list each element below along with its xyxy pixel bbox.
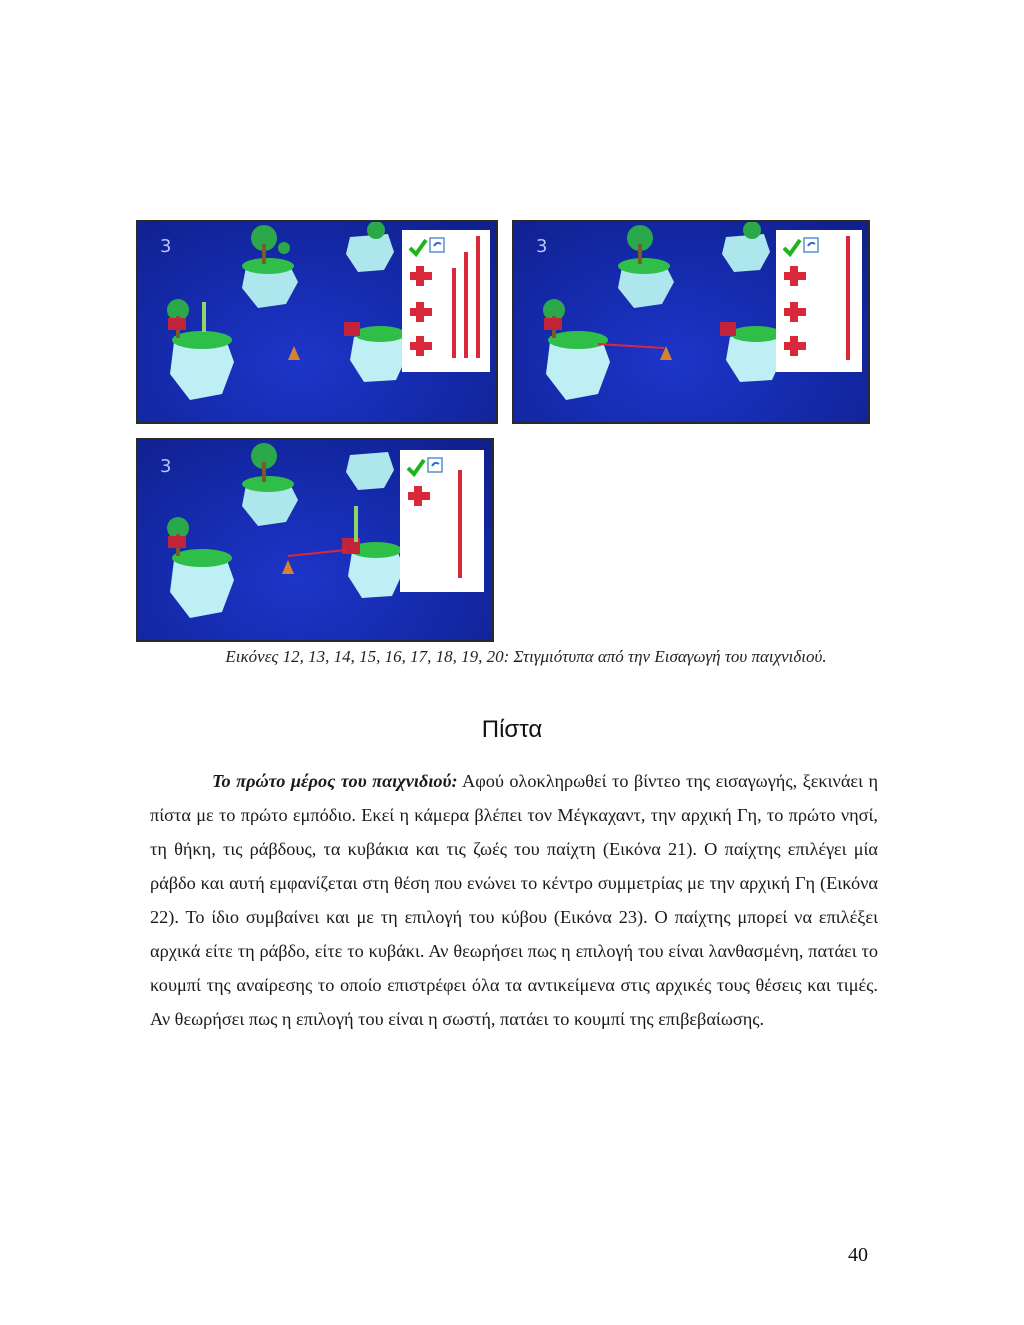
- island-top: [618, 225, 674, 308]
- level-number: 3: [160, 456, 172, 477]
- figure-caption: Εικόνες 12, 13, 14, 15, 16, 17, 18, 19, 20: Στιγμιότυπα από την Εισαγωγή του παιχνιδιού.: [225, 647, 827, 666]
- island-right: [342, 506, 404, 598]
- island-left: [543, 299, 610, 400]
- page-number: 40: [848, 1244, 868, 1266]
- game-scene: [138, 222, 496, 422]
- level-number: 3: [536, 236, 548, 257]
- cube-items: [410, 266, 432, 356]
- game-screenshot-1: [136, 220, 498, 424]
- island-top-right: [346, 222, 394, 272]
- island-top: [242, 225, 298, 308]
- body-paragraph: [150, 764, 878, 1036]
- game-scene: [138, 440, 492, 640]
- undo-icon: [428, 458, 442, 472]
- paragraph-body: Αφού ολοκληρωθεί το βίντεο της εισαγωγής, ξεκινάει η πίστα με το πρώτο εμπόδιο. Εκεί η κάμερα βλέπει τον Μέγκαχαντ, την αρχική Γη, το πρώτο νησί, τη θήκη, τις ράβδους, τα κυβάκια και τις ζωές του παίχτη (Εικόνα 21). Ο παίχτης επιλέγει μία ράβδο και αυτή εμφανίζεται στη θέση που ενώνει το κέντρο συμμετρίας με την αρχική Γη (Εικόνα 22). Το ίδιο συμβαίνει και με τη επιλογή του κύβου (Εικόνα 23). Ο παίχτης μπορεί να επιλέξει αρχικά είτε τη ράβδο, είτε το κυβάκι. Αν θεωρήσει πως η επιλογή του είναι λανθασμένη, πατάει το κουμπί της αναίρεσης το οποίο επιστρέφει όλα τα αντικείμενα στις αρχικές τους θέσεις και τιμές. Αν θεωρήσει πως η επιλογή του είναι η σωστή, πατάει το κουμπί της επιβεβαίωσης.: [150, 771, 878, 1029]
- section-heading: Πίστα: [481, 716, 543, 743]
- cube-items: [784, 266, 806, 356]
- rod-items: [458, 470, 462, 578]
- island-top-right: [722, 222, 770, 272]
- undo-icon: [430, 238, 444, 252]
- island-top-right: [346, 452, 394, 490]
- inventory-panel: [776, 230, 862, 372]
- island-right: [720, 322, 784, 382]
- game-scene: [514, 222, 868, 422]
- island-left: [167, 517, 234, 618]
- game-screenshot-3: [136, 438, 494, 642]
- placed-rod: [598, 344, 664, 348]
- inventory-panel: [400, 450, 484, 592]
- inventory-panel: [402, 230, 490, 372]
- center-cone: [288, 346, 300, 360]
- island-right: [344, 322, 408, 382]
- island-top: [242, 443, 298, 526]
- paragraph-lead: Το πρώτο μέρος του παιχνιδιού:: [212, 771, 458, 791]
- level-number: 3: [160, 236, 172, 257]
- game-screenshot-2: [512, 220, 870, 424]
- undo-icon: [804, 238, 818, 252]
- placed-rod: [288, 550, 346, 556]
- center-cone: [282, 560, 294, 574]
- rod-items: [846, 236, 850, 360]
- island-left: [167, 299, 234, 400]
